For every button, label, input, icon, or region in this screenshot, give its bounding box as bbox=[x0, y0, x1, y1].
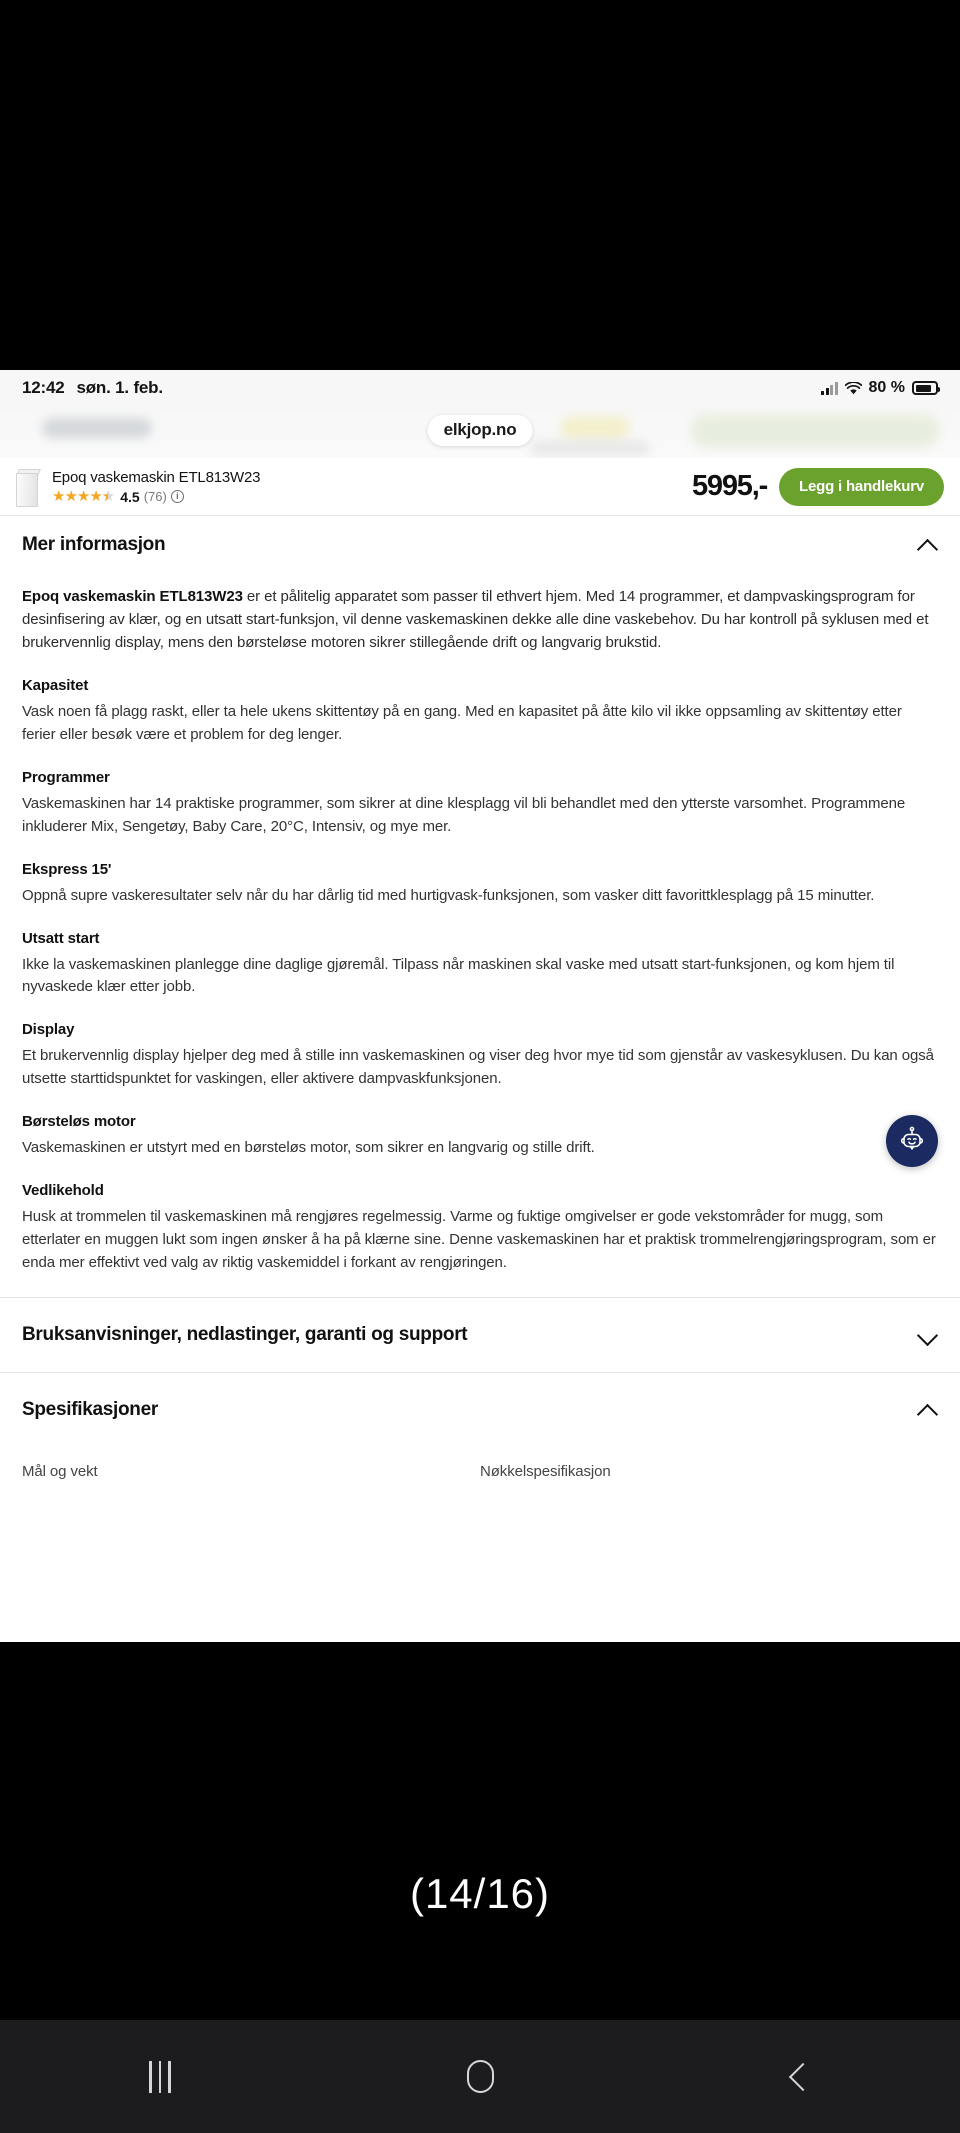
section-body-borstelos-motor: Vaskemaskinen er utstyrt med en børsteløs motor, som sikrer en langvarig og stille drift. bbox=[22, 1139, 595, 1157]
back-chevron-icon bbox=[789, 2062, 817, 2090]
spec-column-key-specs bbox=[480, 1463, 938, 1480]
lead-rest: er et pålitelig apparatet som passer til ethvert hjem. Med 14 programmer, et dampvaskingsprogram for desinfisering av klær, og en utsatt start-funksjon, vil denne vaskemaskinen dekke alle dine vaskebehov. Du har kontroll på syklusen med et brukervennlig display, mens den børsteløse motoren sikrer stillegående drift og langvarig brukstid. bbox=[22, 588, 929, 651]
info-icon[interactable]: i bbox=[171, 490, 184, 503]
spec-column-title: Nøkkelspesifikasjon bbox=[480, 1463, 611, 1480]
product-price: 5995,- bbox=[692, 470, 768, 502]
accordion-header-spesifikasjoner[interactable] bbox=[0, 1373, 960, 1441]
section-body-display: Et brukervennlig display hjelper deg med å stille inn vaskemaskinen og viser deg hvor mye tid som gjenstår av vaskesyklusen. Du kan også utsette starttidspunktet for vaskingen, eller aktivere dampvaskfunksjonen. bbox=[22, 1047, 934, 1088]
section-body-ekspress-15: Oppnå supre vaskeresultater selv når du har dårlig tid med hurtigvask-funksjonen, som vasker ditt favorittklesplagg på 15 minutter. bbox=[22, 886, 875, 904]
android-navigation-bar bbox=[0, 2020, 960, 2133]
chevron-up-icon[interactable] bbox=[918, 539, 938, 551]
spec-column-dimensions bbox=[22, 1463, 480, 1480]
bottom-letterbox bbox=[0, 1642, 960, 2020]
rating-count: (76) bbox=[143, 489, 167, 504]
rating-value: 4.5 bbox=[120, 488, 140, 505]
accordion-header-mer-informasjon[interactable] bbox=[0, 516, 960, 572]
section-heading-ekspress-15: Ekspress 15' bbox=[22, 860, 112, 878]
section-heading-borstelos-motor: Børsteløs motor bbox=[22, 1113, 136, 1131]
accordion-title: Mer informasjon bbox=[22, 534, 166, 555]
signal-icon bbox=[821, 382, 838, 395]
recents-icon bbox=[149, 2061, 171, 2093]
chrome-blur-left bbox=[42, 418, 152, 438]
status-bar-right bbox=[821, 379, 938, 397]
accordion-header-bruksanvisninger[interactable] bbox=[0, 1298, 960, 1372]
section-heading-display: Display bbox=[22, 1021, 75, 1039]
battery-icon bbox=[912, 381, 938, 395]
accordion-body-mer-informasjon bbox=[0, 572, 960, 1297]
accordion-title: Bruksanvisninger, nedlastinger, garanti og support bbox=[22, 1324, 468, 1345]
page-counter: (14/16) bbox=[409, 1870, 551, 1917]
accordion-title: Spesifikasjoner bbox=[22, 1399, 158, 1420]
robot-icon bbox=[897, 1126, 927, 1156]
home-icon bbox=[467, 2060, 494, 2093]
status-bar-left bbox=[22, 378, 163, 398]
sticky-product-bar bbox=[0, 458, 960, 516]
chrome-blur-yellow bbox=[560, 416, 630, 440]
section-heading-utsatt-start: Utsatt start bbox=[22, 929, 100, 947]
lead-product-name: Epoq vaskemaskin ETL813W23 bbox=[22, 588, 243, 605]
status-time: 12:42 bbox=[22, 378, 65, 397]
product-title[interactable]: Epoq vaskemaskin ETL813W23 bbox=[52, 468, 261, 486]
spec-column-title: Mål og vekt bbox=[22, 1463, 98, 1480]
product-thumbnail[interactable] bbox=[14, 467, 40, 507]
add-to-cart-button[interactable]: Legg i handlekurv bbox=[779, 468, 944, 506]
chevron-up-icon[interactable] bbox=[918, 1404, 938, 1416]
battery-percent-label: 80 % bbox=[868, 379, 905, 396]
section-heading-programmer: Programmer bbox=[22, 768, 110, 786]
rating-row[interactable] bbox=[52, 489, 680, 505]
top-letterbox bbox=[0, 0, 960, 370]
section-body-vedlikehold: Husk at trommelen til vaskemaskinen må rengjøres regelmessig. Varme og fuktige omgivelser er gode vekstområder for mugg, som etterlater en muggen lukt som ingen ønsker å ha på klærne sine. Denne vaskemaskinen har et praktisk trommelrengjøringsprogram, som er enda mer effektivt ved valg av riktig vaskemiddel i forkant av rengjøringen. bbox=[22, 1208, 936, 1272]
section-heading-kapasitet: Kapasitet bbox=[22, 676, 89, 694]
product-content bbox=[0, 516, 960, 1480]
chrome-blur-right bbox=[690, 414, 940, 448]
status-bar bbox=[0, 370, 960, 406]
section-body-kapasitet: Vask noen få plagg raskt, eller ta hele ukens skittentøy på en gang. Med en kapasitet på åtte kilo vil ikke oppsamling av skittentøy etter ferier eller besøk være et problem for deg lenger. bbox=[22, 702, 902, 743]
home-button[interactable] bbox=[420, 2020, 540, 2133]
lead-paragraph bbox=[22, 586, 938, 655]
status-date: søn. 1. feb. bbox=[76, 378, 163, 397]
product-meta bbox=[52, 469, 680, 505]
chrome-blur-center bbox=[530, 440, 650, 456]
domain-pill[interactable]: elkjop.no bbox=[428, 415, 533, 446]
chevron-down-icon[interactable] bbox=[918, 1329, 938, 1341]
star-rating-icon: ★★★★ ★ ★ bbox=[52, 489, 114, 504]
wifi-icon bbox=[845, 382, 862, 395]
section-heading-vedlikehold: Vedlikehold bbox=[22, 1182, 104, 1200]
browser-chrome-strip bbox=[0, 406, 960, 458]
specifications-grid bbox=[0, 1441, 960, 1480]
chatbot-button[interactable] bbox=[886, 1115, 938, 1167]
section-body-programmer: Vaskemaskinen har 14 praktiske programmer, som sikrer at dine klesplagg vil bli behandlet med den ytterste varsomhet. Programmene inkluderer Mix, Sengetøy, Baby Care, 20°C, Intensiv, og mye mer. bbox=[22, 794, 906, 835]
back-button[interactable] bbox=[740, 2020, 860, 2133]
browser-viewport bbox=[0, 370, 960, 1642]
section-body-utsatt-start: Ikke la vaskemaskinen planlegge dine daglige gjøremål. Tilpass når maskinen skal vaske med utsatt start-funksjonen, og kom hjem til nyvaskede klær etter jobb. bbox=[22, 955, 895, 996]
recents-button[interactable] bbox=[100, 2020, 220, 2133]
